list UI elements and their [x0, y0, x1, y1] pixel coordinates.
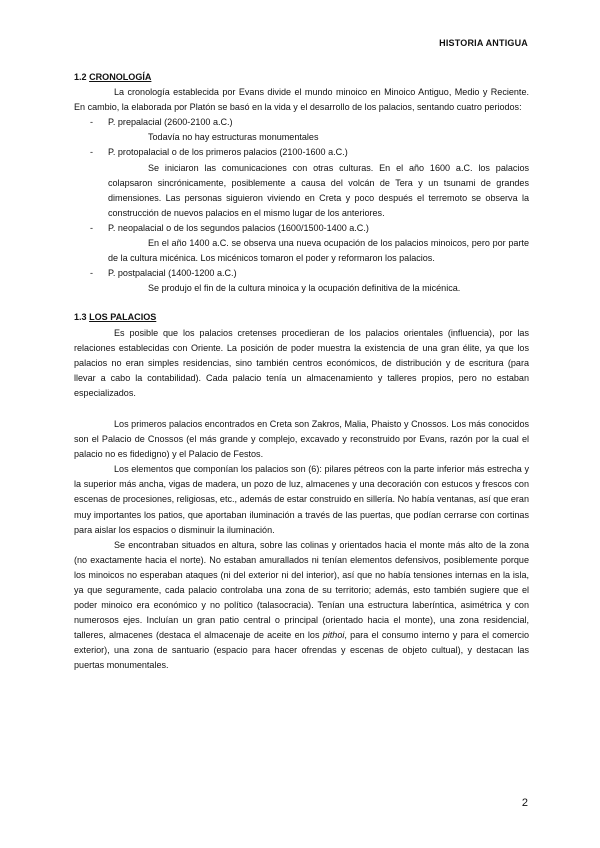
period-title: P. protopalacial o de los primeros palacios (2100-1600 a.C.): [108, 147, 348, 158]
page-content: [74, 70, 529, 674]
period-title: P. neopalacial o de los segundos palacios (1600/1500-1400 a.C.): [108, 222, 369, 233]
section-heading-palacios: [74, 310, 529, 325]
period-description: Todavía no hay estructuras monumentales: [148, 132, 319, 143]
italic-term: pithoi: [322, 630, 345, 641]
list-dash: -: [90, 268, 94, 279]
intro-paragraph: La cronología establecida por Evans divide el mundo minoico en Minoico Antiguo, Medio y Reciente. En cambio, la elaborada por Platón se basó en la vida y el desarrollo de los palacios, sentando cuatro periodos:: [74, 87, 529, 113]
list-dash: -: [90, 117, 94, 128]
period-title: P. postpalacial (1400-1200 a.C.): [108, 268, 237, 279]
paragraph-text: , para el consumo interno y para el comercio exterior), una zona de santuario (espacio para hacer ofrendas y escenas de objeto cultual), y destacan las puertas monumentales.: [74, 630, 529, 671]
period-item: [74, 145, 529, 160]
period-description: Se iniciaron las comunicaciones con otras culturas. En el año 1600 a.C. los palacios colapsaron sincrónicamente, posiblemente a causa del volcán de Tera y un tsunami de grandes dimensiones. Las personas siguieron viviendo en Creta y poco después el terremoto se observa la construcción de nuevos palacios en el mismo lugar de los anteriores.: [108, 162, 529, 218]
period-title: P. prepalacial (2600-2100 a.C.): [108, 117, 233, 128]
list-dash: -: [90, 147, 94, 158]
section-number: 1.3: [74, 312, 87, 323]
paragraph-text: Se encontraban situados en altura, sobre las colinas y orientados hacia el monte más alto de la zona (no exactamente hacia el norte). No estaban amurallados ni tenían elementos defensivos, posiblemente porque los minoicos no esperaban ataques (ni del exterior ni del interior), así que no había tensiones internas en la isla, ya que seguramente, cada palacio controlaba una zona de su territorio; además, esto también sugiere que el poder minoico era económico y no político (talasocracia). Tenían una estructura laberíntica, asimétrica y con numerosos ejes. Incluían un gran patio central o principal (orientado hacia el monte), una zona residencial, talleres, almacenes (destaca el almacenaje de aceite en los: [74, 539, 529, 641]
section-title: LOS PALACIOS: [89, 312, 157, 323]
section-heading-cronologia: [74, 70, 529, 85]
page-number: 2: [521, 797, 528, 809]
paragraph: Los elementos que componían los palacios son (6): pilares pétreos con la parte inferior más estrecha y la superior más ancha, vigas de madera, un pozo de luz, almacenes y una decoración con estucos y frescos con escenas de procesiones, religiosas, etc., además de estar construido en sillería. No había ventanas, así que eran muy importantes los patios, que aportaban iluminación a través de las puertas, que podían cerrarse con cortinas para aislar los espacios o disminuir la iluminación.: [74, 464, 529, 535]
paragraph: Los primeros palacios encontrados en Creta son Zakros, Malia, Phaisto y Cnossos. Los más conocidos son el Palacio de Cnossos (el más grande y complejo, excavado y reconstruido por Evans, razón por la cual el palacio no es fidedigno) y el Palacio de Festos.: [74, 418, 529, 460]
period-item: [74, 115, 529, 130]
running-header: HISTORIA ANTIGUA: [439, 38, 528, 48]
period-item: [74, 221, 529, 236]
period-item: [74, 266, 529, 281]
period-description: En el año 1400 a.C. se observa una nueva ocupación de los palacios minoicos, pero por parte de la cultura micénica. Los micénicos tomaron el poder y reformaron los palacios.: [108, 238, 529, 264]
section-number: 1.2: [74, 72, 87, 82]
period-description: Se produjo el fin de la cultura minoica y la ocupación definitiva de la micénica.: [148, 283, 461, 294]
paragraph: Es posible que los palacios cretenses procedieran de los palacios orientales (influencia), por las relaciones establecidas con Oriente. La posición de poder muestra la existencia de una gran élite, ya que los palacios no eran simples residencias, sino también centros económicos, de distribución y de escritura (para llevar a cabo la contabilidad). Cada palacio tenía un almacenamiento y talleres propios, pero no estaban especializados.: [74, 327, 529, 398]
paragraph: [74, 538, 529, 674]
section-title: CRONOLOGÍA: [89, 72, 152, 82]
list-dash: -: [90, 222, 94, 233]
